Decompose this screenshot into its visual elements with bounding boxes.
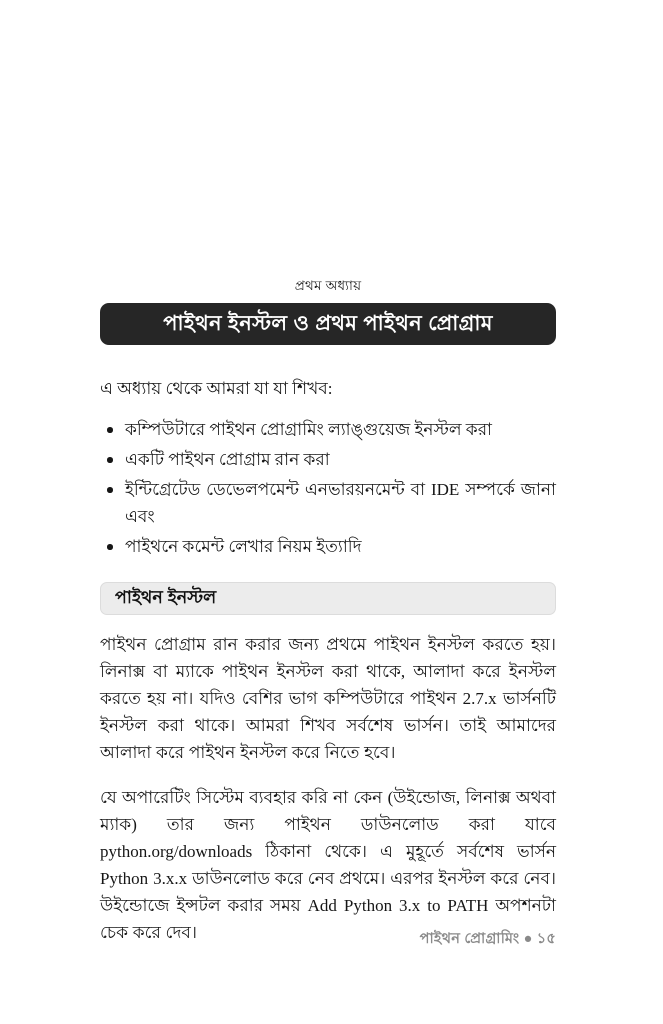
bullet-dot-icon xyxy=(107,457,113,463)
list-item-label: ইন্টিগ্রেটেড ডেভেলপমেন্ট এনভারয়নমেন্ট বা IDE সম্পর্কে জানা এবং xyxy=(125,480,556,526)
objectives-intro: এ অধ্যায় থেকে আমরা যা যা শিখব: xyxy=(100,379,333,398)
section-heading-label: পাইথন ইনস্টল xyxy=(115,586,217,607)
list-item-label: পাইথনে কমেন্ট লেখার নিয়ম ইত্যাদি xyxy=(125,537,362,556)
body-paragraph: যে অপারেটিং সিস্টেম ব্যবহার করি না কেন (উইন্ডোজ, লিনাক্স অথবা ম্যাক) তার জন্য পাইথন ডাউনলোড করা যাবে python.org/downloads ঠিকানা থেকে। এ মুহূর্তে সর্বশেষ ভার্সন Python 3.x.x ডাউনলোড করে নেব প্রথমে। এরপর ইনস্টল করে নেব। উইন্ডোজে ইন্সটল করার সময় Add Python 3.x to PATH অপশনটা চেক করে দেব। xyxy=(100,788,556,942)
list-item-label: একটি পাইথন প্রোগ্রাম রান করা xyxy=(125,450,330,469)
list-item-label: কম্পিউটারে পাইথন প্রোগ্রামিং ল্যাঙ্গুয়েজ ইনস্টল করা xyxy=(125,420,492,439)
chapter-title-bar xyxy=(100,303,556,345)
list-item xyxy=(100,446,556,473)
body-paragraph: পাইথন প্রোগ্রাম রান করার জন্য প্রথমে পাইথন ইনস্টল করতে হয়। লিনাক্স বা ম্যাকে পাইথন ইনস্টল করা থাকে, আলাদা করে ইনস্টল করতে হয় না। যদিও বেশির ভাগ কম্পিউটারে পাইথন 2.7.x ভার্সনটি ইনস্টল করা থাকে। আমরা শিখব সর্বশেষ ভার্সন। তাই আমাদের আলাদা করে পাইথন ইনস্টল করে নিতে হবে। xyxy=(100,635,556,762)
bullet-dot-icon xyxy=(107,427,113,433)
page-title: পাইথন ইনস্টল ও প্রথম পাইথন প্রোগ্রাম xyxy=(163,311,493,335)
page-footer: পাইথন প্রোগ্রামিং ● ১৫ xyxy=(419,931,556,947)
objectives-list xyxy=(100,416,556,560)
list-item xyxy=(100,533,556,560)
bullet-dot-icon xyxy=(107,487,113,493)
chapter-eyebrow: প্রথম অধ্যায় xyxy=(294,278,362,293)
section-heading-box xyxy=(100,582,556,615)
page-content xyxy=(100,277,556,946)
list-item xyxy=(100,476,556,530)
bullet-dot-icon xyxy=(107,544,113,550)
list-item xyxy=(100,416,556,443)
